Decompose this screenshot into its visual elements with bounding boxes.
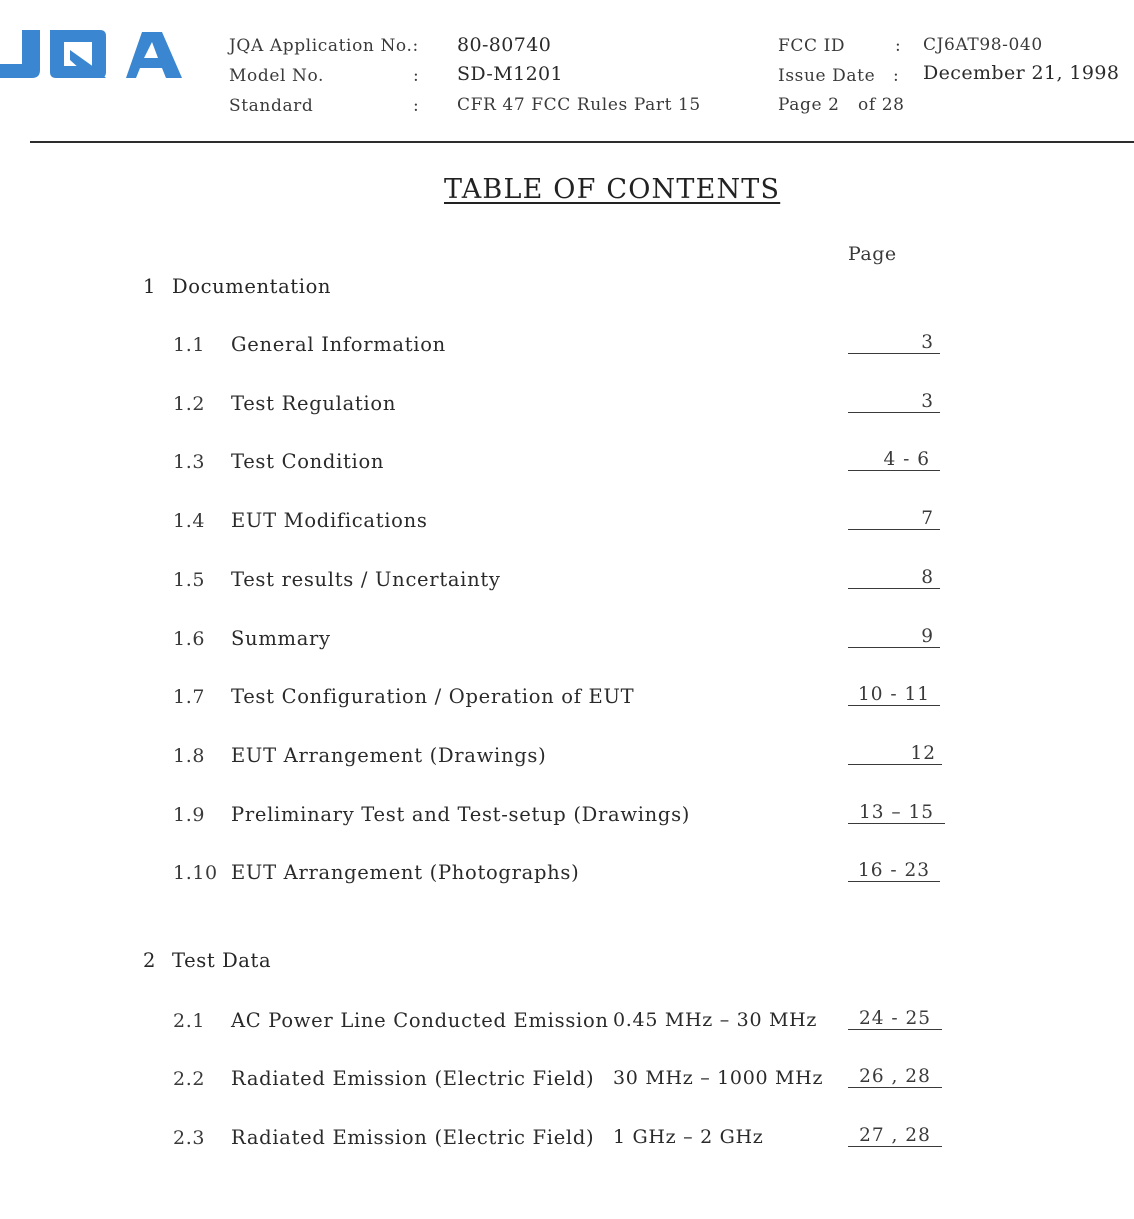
page-total: of 28 xyxy=(858,95,905,115)
entry-number: 1.7 xyxy=(173,686,206,708)
section-1-number: 1 xyxy=(143,275,157,298)
entry-page[interactable] xyxy=(848,1123,942,1147)
fcc-id-sep: : xyxy=(895,36,902,56)
jqa-logo-mark xyxy=(0,30,182,80)
entry-title[interactable]: Radiated Emission (Electric Field) xyxy=(231,1067,595,1090)
entry-page[interactable] xyxy=(848,624,940,648)
issue-date-value: December 21, 1998 xyxy=(923,62,1120,84)
entry-page[interactable] xyxy=(848,741,942,765)
fcc-id-label: FCC ID xyxy=(778,36,846,56)
entry-page[interactable] xyxy=(848,506,940,530)
entry-page[interactable] xyxy=(848,1064,942,1088)
entry-number: 1.4 xyxy=(173,510,206,532)
entry-number: 1.6 xyxy=(173,628,206,650)
entry-number: 1.3 xyxy=(173,451,206,473)
entry-frequency-range: 30 MHz – 1000 MHz xyxy=(613,1067,824,1089)
model-no-value: SD-M1201 xyxy=(457,63,564,85)
entry-number: 2.3 xyxy=(173,1127,206,1149)
entry-number: 1.10 xyxy=(173,862,218,884)
entry-number: 1.2 xyxy=(173,393,206,415)
page-column-header: Page xyxy=(848,243,897,265)
entry-page-text: 12 xyxy=(910,742,936,764)
jqa-logo xyxy=(0,30,182,80)
entry-page[interactable] xyxy=(848,330,940,354)
entry-page-text: 3 xyxy=(921,390,934,412)
toc-title: TABLE OF CONTENTS xyxy=(444,174,781,205)
standard-sep: : xyxy=(413,96,420,116)
model-no-label: Model No. xyxy=(229,66,325,86)
entry-page[interactable] xyxy=(848,858,940,882)
issue-date-sep: : xyxy=(893,66,900,86)
entry-page-text: 4 - 6 xyxy=(883,448,930,470)
section-2-number: 2 xyxy=(143,949,157,972)
entry-number: 2.2 xyxy=(173,1068,206,1090)
entry-page-text: 7 xyxy=(921,507,934,529)
fcc-id-value: CJ6AT98-040 xyxy=(923,35,1043,55)
entry-frequency-range: 0.45 MHz – 30 MHz xyxy=(613,1009,818,1031)
standard-value: CFR 47 FCC Rules Part 15 xyxy=(457,95,701,115)
entry-page-text: 24 - 25 xyxy=(858,1007,932,1029)
entry-page[interactable] xyxy=(848,1006,942,1030)
entry-frequency-range: 1 GHz – 2 GHz xyxy=(613,1126,764,1148)
header-divider xyxy=(30,141,1134,143)
entry-page[interactable] xyxy=(848,389,940,413)
section-2-title[interactable]: Test Data xyxy=(172,949,272,972)
entry-title[interactable]: Radiated Emission (Electric Field) xyxy=(231,1126,595,1149)
entry-number: 1.8 xyxy=(173,745,206,767)
entry-page-text: 8 xyxy=(921,566,934,588)
entry-page-text: 16 - 23 xyxy=(857,859,931,881)
entry-title[interactable]: General Information xyxy=(231,333,446,356)
application-no-label: JQA Application No.: xyxy=(229,36,419,56)
entry-page[interactable] xyxy=(848,800,945,824)
entry-page[interactable] xyxy=(848,447,940,471)
page-number-label: Page 2 xyxy=(778,95,840,115)
entry-title[interactable]: Summary xyxy=(231,627,331,650)
entry-page-text: 9 xyxy=(921,625,934,647)
section-1-title[interactable]: Documentation xyxy=(172,275,332,298)
entry-title[interactable]: EUT Modifications xyxy=(231,509,428,532)
standard-label: Standard xyxy=(229,96,314,116)
entry-page[interactable] xyxy=(848,682,940,706)
entry-title[interactable]: Test Configuration / Operation of EUT xyxy=(231,685,635,708)
entry-number: 1.9 xyxy=(173,804,206,826)
entry-title[interactable]: Test results / Uncertainty xyxy=(231,568,501,591)
entry-page-text: 13 – 15 xyxy=(858,801,935,823)
application-no-value: 80-80740 xyxy=(457,34,552,56)
entry-page-text: 10 - 11 xyxy=(857,683,931,705)
entry-number: 1.5 xyxy=(173,569,206,591)
model-no-sep: : xyxy=(413,66,420,86)
entry-title[interactable]: AC Power Line Conducted Emission xyxy=(231,1009,609,1032)
issue-date-label: Issue Date xyxy=(778,66,876,86)
entry-title[interactable]: EUT Arrangement (Drawings) xyxy=(231,744,547,767)
entry-title[interactable]: EUT Arrangement (Photographs) xyxy=(231,861,580,884)
entry-title[interactable]: Test Regulation xyxy=(231,392,397,415)
entry-title[interactable]: Test Condition xyxy=(231,450,385,473)
entry-number: 1.1 xyxy=(173,334,206,356)
entry-page-text: 3 xyxy=(921,331,934,353)
entry-number: 2.1 xyxy=(173,1010,206,1032)
entry-title[interactable]: Preliminary Test and Test-setup (Drawings) xyxy=(231,803,691,826)
entry-page-text: 27 , 28 xyxy=(859,1124,931,1146)
entry-page[interactable] xyxy=(848,565,940,589)
entry-page-text: 26 , 28 xyxy=(859,1065,931,1087)
